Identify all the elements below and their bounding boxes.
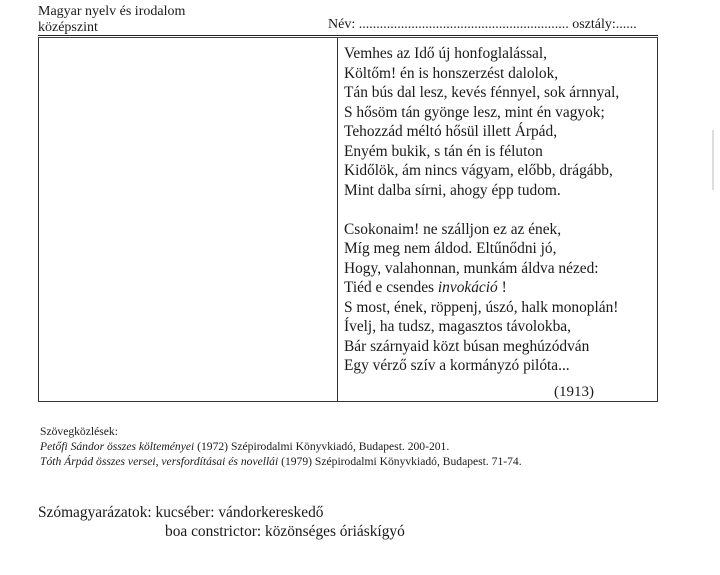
column-divider [337, 38, 338, 402]
sources-block [40, 424, 522, 469]
poem-line: Ívelj, ha tudsz, magasztos távolokba, [344, 318, 571, 335]
header-subject [38, 4, 185, 36]
invocation-pre: Tiéd e csendes [344, 279, 438, 296]
poem-line: S most, ének, röppenj, úszó, halk monoplán! [344, 298, 619, 316]
poem-line: Kidőlök, ám nincs vágyam, előbb, drágább, [344, 162, 613, 179]
poem-line: Vemhes az Idő új honfoglalással, [344, 45, 548, 62]
poem-line: Tehozzád méltó hősül illett Árpád, [344, 123, 558, 140]
poem-year: (1913) [554, 384, 594, 400]
poem-line: Enyém bukik, s tán én is féluton [344, 142, 543, 160]
source-title: Petőfi Sándor összes költeményei [40, 440, 195, 453]
source-details: (1972) Szépirodalmi Könyvkiadó, Budapest. 200-201. [194, 440, 450, 453]
glossary-entry: boa constrictor: közönséges óriáskígyó [165, 523, 405, 540]
source-item [40, 454, 522, 469]
poem-line: Hogy, valahonnan, munkám áldva nézed: [344, 259, 599, 277]
poem-line: Egy vérző szív a kormányzó pilóta... [344, 357, 570, 374]
name-class-field: Név: ............................................................ osztály:...... [328, 17, 637, 32]
subject-level: középszint [38, 20, 98, 35]
poem-line: Költőm! én is honszerzést dalolok, [344, 64, 559, 82]
sources-heading: Szövegközlések: [40, 425, 118, 438]
poem-text [344, 44, 619, 376]
poem-line: S hősöm tán gyönge lesz, mint én vagyok; [344, 103, 605, 121]
poem-line: Tán bús dal lesz, kevés fénnyel, sok árnnyal, [344, 84, 620, 101]
stanza-gap [344, 200, 619, 220]
glossary-block [38, 503, 405, 541]
header-rule [38, 35, 658, 36]
source-details: (1979) Szépirodalmi Könyvkiadó, Budapest. 71-74. [278, 455, 522, 468]
glossary-entry: Szómagyarázatok: kucséber: vándorkereskedő [38, 504, 324, 521]
source-item [40, 439, 522, 454]
poem-line: Míg meg nem áldod. Eltűnődni jó, [344, 240, 557, 257]
poem-line: Bár szárnyaid közt búsan meghúzódván [344, 337, 590, 355]
poem-line: Csokonaim! ne szálljon ez az ének, [344, 220, 562, 238]
invocation-word: invokáció [437, 279, 498, 296]
source-title: Tóth Árpád összes versei, versfordításai és novellái [40, 455, 279, 468]
poem-line: Mint dalba sírni, ahogy épp tudom. [344, 181, 561, 199]
subject-title: Magyar nyelv és irodalom [38, 4, 186, 19]
invocation-post: ! [497, 279, 507, 296]
scan-mark [712, 130, 714, 190]
poem-line-invocation [344, 278, 619, 298]
